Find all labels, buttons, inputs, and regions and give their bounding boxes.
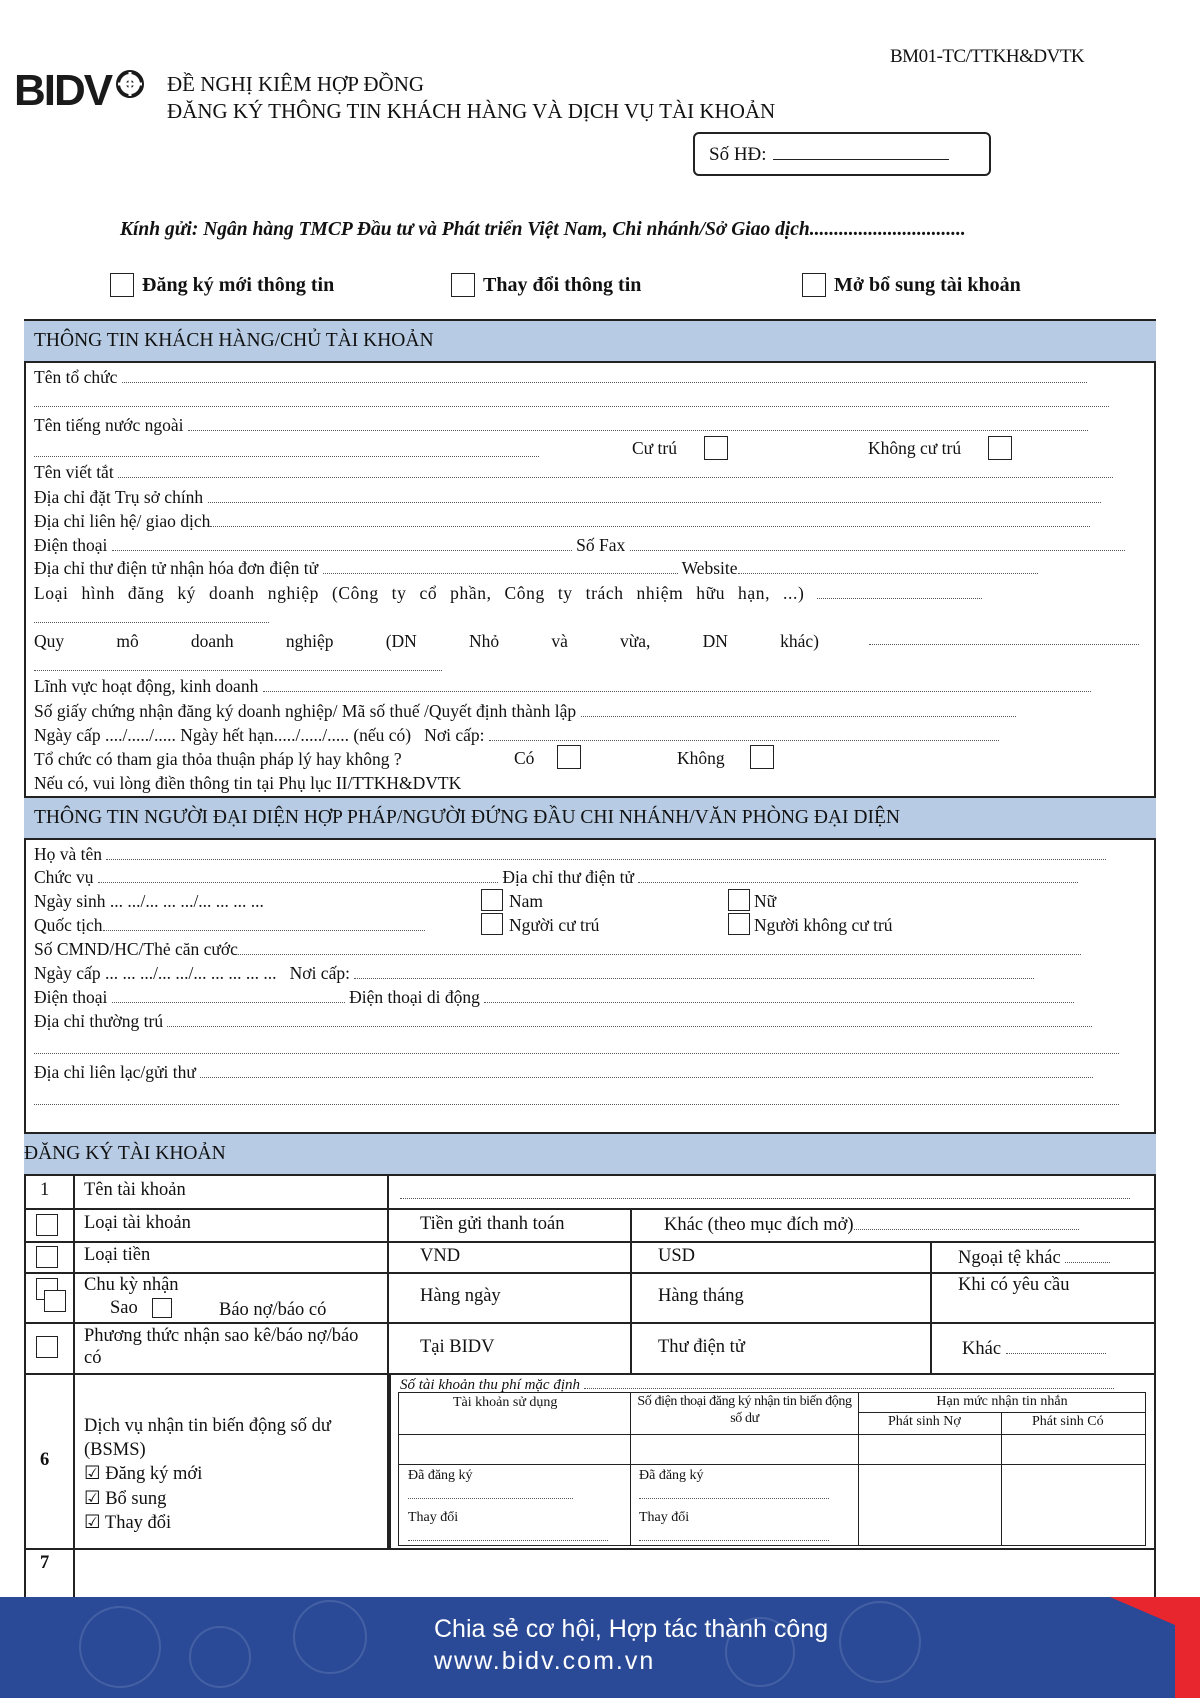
open-extra-label: Mở bổ sung tài khoản: [834, 273, 1021, 296]
rep-position-label: Chức vụ: [34, 867, 94, 887]
customer-heading: THÔNG TIN KHÁCH HÀNG/CHỦ TÀI KHOẢN: [34, 330, 434, 351]
cycle-label: Chu kỳ nhận: [84, 1275, 179, 1295]
rep-id-row[interactable]: [34, 938, 1081, 960]
size-word: (DN: [385, 631, 417, 651]
row-divider: [24, 1272, 1156, 1274]
bsms-table-divider: [398, 1434, 1146, 1435]
size-word: Nhỏ: [468, 631, 500, 651]
contact-address-row[interactable]: [34, 510, 1090, 532]
cycle-checkbox-2[interactable]: [44, 1290, 66, 1312]
rep-dob[interactable]: Ngày sinh ... .../... ... .../... ... ... ...: [34, 891, 264, 911]
rep-permanent-label: Địa chỉ thường trú: [34, 1011, 164, 1031]
phone-registered-field[interactable]: [639, 1484, 829, 1504]
title-line-2: ĐĂNG KÝ THÔNG TIN KHÁCH HÀNG VÀ DỊCH VỤ TÀI KHOẢN: [167, 99, 776, 123]
website-label: Website: [681, 558, 738, 578]
table-col-3-divider: [930, 1241, 932, 1373]
size-word: khác): [780, 631, 819, 651]
daily-option[interactable]: Hàng ngày: [420, 1286, 501, 1306]
col-phone-header: Số điện thoại đăng ký nhận tin biến động số dư: [637, 1394, 852, 1426]
male-checkbox[interactable]: [481, 889, 503, 911]
female-label: Nữ: [754, 891, 777, 911]
size-word: và: [551, 631, 568, 651]
appendix-note: Nếu có, vui lòng điền thông tin tại Phụ lục II/TTKH&DVTK: [34, 773, 462, 793]
business-type-continuation[interactable]: [34, 606, 269, 628]
non-resident-label: Không cư trú: [868, 438, 962, 458]
cert-no-row[interactable]: [34, 700, 1016, 722]
row-7-number: 7: [40, 1553, 50, 1573]
rep-mobile-label: Điện thoại di động: [349, 987, 480, 1007]
row-1-number: 1: [40, 1180, 50, 1200]
business-field-row[interactable]: [34, 675, 1091, 697]
row-divider: [24, 1548, 1156, 1550]
bsms-table-divider: [858, 1392, 859, 1546]
row-divider: [24, 1241, 1156, 1243]
org-name-label: Tên tổ chức: [34, 367, 118, 387]
email-invoice-label: Địa chỉ thư điện tử nhận hóa đơn điện tử: [34, 558, 319, 578]
col-account-header: Tài khoản sử dụng: [453, 1395, 558, 1410]
short-name-row[interactable]: [34, 461, 1113, 483]
bsms-table-divider: [1001, 1412, 1002, 1546]
representative-heading: THÔNG TIN NGƯỜI ĐẠI DIỆN HỢP PHÁP/NGƯỜI ĐỨNG ĐẦU CHI NHÁNH/VĂN PHÒNG ĐẠI DIỆN: [34, 807, 900, 828]
business-type-row[interactable]: [34, 582, 982, 604]
rep-resident-checkbox[interactable]: [481, 913, 503, 935]
account-section-header: [24, 1132, 1156, 1176]
option-change-info[interactable]: [451, 273, 641, 297]
issue-place-label: Nơi cấp:: [424, 725, 485, 745]
issue-date-label: Ngày cấp ..../...../..... Ngày hết hạn...../...../..... (nếu có): [34, 725, 412, 745]
other-currency-row[interactable]: [958, 1247, 1110, 1269]
fee-account-label: Số tài khoản thu phí mặc định: [400, 1377, 580, 1393]
account-name-label: Tên tài khoản: [84, 1180, 186, 1200]
open-extra-checkbox[interactable]: [802, 273, 826, 297]
other-currency-option: Ngoại tệ khác: [958, 1248, 1061, 1268]
currency-checkbox[interactable]: [36, 1246, 58, 1268]
rep-mailing-row[interactable]: [34, 1061, 1093, 1083]
bsms-new-label: Đăng ký mới: [105, 1464, 203, 1484]
phone-change-label: Thay đổi: [639, 1510, 690, 1525]
resident-checkbox[interactable]: [704, 436, 728, 460]
vnd-option[interactable]: VND: [420, 1246, 461, 1266]
rep-phone-row[interactable]: [34, 986, 1074, 1008]
footer-red-accent: [1080, 1597, 1200, 1698]
table-col-2-divider: [630, 1208, 632, 1373]
bsms-divider: [387, 1373, 391, 1548]
footer-slogan: Chia sẻ cơ hội, Hợp tác thành công: [434, 1615, 829, 1643]
title-line-1: ĐỀ NGHỊ KIÊM HỢP ĐỒNG: [167, 72, 425, 96]
rep-nationality-label: Quốc tịch: [34, 915, 103, 935]
other-method-option: Khác: [962, 1339, 1002, 1359]
form-code: BM01-TC/TTKH&DVTK: [890, 46, 1085, 67]
size-word: mô: [116, 631, 139, 651]
legal-yes-checkbox[interactable]: [557, 745, 581, 769]
rep-mailing-continuation[interactable]: [34, 1088, 1119, 1110]
cert-no-label: Số giấy chứng nhận đăng ký doanh nghiệp/ Mã số thuế /Quyết định thành lập: [34, 701, 577, 721]
account-heading: ĐĂNG KÝ TÀI KHOẢN: [24, 1143, 226, 1164]
account-change-label: Thay đổi: [408, 1510, 459, 1525]
col-debit-header: Phát sinh Nợ: [888, 1414, 961, 1429]
size-word: Quy: [34, 631, 65, 651]
change-info-checkbox[interactable]: [451, 273, 475, 297]
head-office-row[interactable]: [34, 486, 1101, 508]
contract-number-field[interactable]: [693, 132, 991, 176]
rep-issue-date-label: Ngày cấp ... ... .../... .../... ... ... ... ...: [34, 963, 277, 983]
rep-id-label: Số CMND/HC/Thẻ căn cước: [34, 939, 238, 959]
business-size-label: [34, 630, 819, 652]
debit-credit-label: Báo nợ/báo có: [219, 1300, 327, 1320]
representative-section-header: [24, 796, 1156, 840]
statement-checkbox[interactable]: [152, 1298, 172, 1318]
bsms-table-divider: [858, 1412, 1146, 1413]
org-name-continuation[interactable]: [34, 390, 1109, 412]
option-new-info[interactable]: [110, 273, 334, 297]
row-divider: [24, 1322, 1156, 1324]
col-credit-header: Phát sinh Có: [1032, 1414, 1104, 1429]
short-name-label: Tên viết tắt: [34, 462, 114, 482]
size-word: vừa,: [620, 631, 651, 651]
business-field-label: Lĩnh vực hoạt động, kinh doanh: [34, 676, 259, 696]
bsms-new-checkbox-icon[interactable]: ☑: [84, 1464, 101, 1484]
business-size-continuation[interactable]: [34, 654, 442, 676]
email-website-row[interactable]: [34, 557, 1038, 579]
contract-number-label: Số HĐ:: [709, 144, 767, 165]
account-name-field[interactable]: [400, 1182, 1130, 1204]
non-resident-checkbox[interactable]: [988, 436, 1012, 460]
bsms-change-checkbox-icon[interactable]: ☑: [84, 1513, 101, 1533]
phone-label: Điện thoại: [34, 535, 108, 555]
rep-email-label: Địa chỉ thư điện tử: [502, 867, 635, 887]
head-office-label: Địa chỉ đặt Trụ sở chính: [34, 487, 204, 507]
bsms-change-row[interactable]: [84, 1512, 171, 1534]
other-method-row[interactable]: [962, 1338, 1106, 1360]
size-word: DN: [702, 631, 728, 651]
yes-label: Có: [514, 748, 535, 768]
org-name-row[interactable]: [34, 366, 1087, 388]
rep-name-label: Họ và tên: [34, 844, 103, 864]
account-change-field[interactable]: [408, 1526, 608, 1546]
female-checkbox[interactable]: [728, 889, 750, 911]
rep-resident-label: Người cư trú: [509, 915, 600, 935]
bsms-add-label: Bổ sung: [105, 1489, 167, 1509]
new-info-checkbox[interactable]: [110, 273, 134, 297]
rep-non-resident-label: Người không cư trú: [754, 915, 893, 935]
account-type-checkbox[interactable]: [36, 1214, 58, 1236]
new-info-label: Đăng ký mới thông tin: [142, 273, 335, 296]
phone-fax-row[interactable]: [34, 534, 1125, 556]
rep-issue-row[interactable]: [34, 962, 1034, 984]
on-request-option[interactable]: Khi có yêu cầu: [958, 1275, 1070, 1295]
rep-mailing-label: Địa chỉ liên lạc/gửi thư: [34, 1062, 196, 1082]
legal-arrangement-row: [34, 748, 402, 770]
change-info-label: Thay đổi thông tin: [483, 273, 642, 296]
addressee: Kính gửi: Ngân hàng TMCP Đầu tư và Phát triển Việt Nam, Chi nhánh/Sở Giao dịch................................: [120, 219, 966, 240]
bsms-add-row[interactable]: [84, 1488, 166, 1510]
issue-date-row[interactable]: [34, 724, 999, 746]
method-checkbox[interactable]: [36, 1336, 58, 1358]
currency-label: Loại tiền: [84, 1245, 151, 1265]
email-option[interactable]: Thư điện tử: [658, 1337, 745, 1357]
bsms-add-checkbox-icon[interactable]: ☑: [84, 1489, 101, 1509]
rep-phone-label: Điện thoại: [34, 987, 108, 1007]
at-bidv-option[interactable]: Tại BIDV: [420, 1337, 495, 1357]
resident-label: Cư trú: [632, 438, 677, 458]
contact-address-label: Địa chỉ liên hệ/ giao dịch: [34, 511, 211, 531]
payment-deposit-option[interactable]: Tiền gửi thanh toán: [420, 1214, 565, 1234]
rep-nationality-row[interactable]: [34, 914, 425, 936]
phone-change-field[interactable]: [639, 1526, 829, 1546]
account-type-label: Loại tài khoản: [84, 1213, 191, 1233]
bsms-table-divider: [398, 1464, 1146, 1465]
size-word: nghiệp: [285, 631, 334, 651]
table-col-label-divider: [387, 1176, 389, 1373]
other-purpose-option: Khác (theo mục đích mở): [664, 1215, 854, 1235]
foreign-name-continuation[interactable]: [34, 440, 539, 462]
phone-registered-label: Đã đăng ký: [639, 1468, 704, 1483]
footer-banner: [0, 1597, 1200, 1698]
foreign-name-row[interactable]: [34, 414, 1088, 436]
male-label: Nam: [509, 891, 544, 911]
business-type-label: Loại hình đăng ký doanh nghiệp (Công ty cổ phần, Công ty trách nhiệm hữu hạn, ...): [34, 583, 805, 603]
row-6-number: 6: [40, 1450, 50, 1470]
option-open-extra[interactable]: [802, 273, 1021, 297]
usd-option[interactable]: USD: [658, 1246, 696, 1266]
logo-flower-icon: [115, 69, 145, 99]
no-label: Không: [677, 748, 725, 768]
customer-section-header: [24, 319, 1156, 363]
bsms-new-row[interactable]: [84, 1463, 202, 1485]
legal-no-checkbox[interactable]: [750, 745, 774, 769]
row-divider: [24, 1208, 1156, 1210]
legal-arrangement-label: Tổ chức có tham gia thỏa thuận pháp lý hay không ?: [34, 749, 402, 769]
rep-permanent-row[interactable]: [34, 1010, 1092, 1032]
bidv-logo: [14, 66, 145, 116]
bsms-label: Dịch vụ nhận tin biến động số dư (BSMS): [84, 1416, 331, 1460]
method-label: Phương thức nhận sao kê/báo nợ/báo có: [84, 1326, 359, 1368]
rep-permanent-continuation[interactable]: [34, 1037, 1119, 1059]
table-col-no-divider: [73, 1176, 75, 1597]
rep-issue-place-label: Nơi cấp:: [289, 963, 350, 983]
logo-text: BIDV: [14, 66, 112, 115]
rep-name-row[interactable]: [34, 843, 1106, 865]
monthly-option[interactable]: Hàng tháng: [658, 1286, 744, 1306]
fax-label: Số Fax: [576, 535, 626, 555]
statement-label: Sao: [110, 1298, 138, 1318]
size-word: doanh: [190, 631, 234, 651]
footer-website[interactable]: www.bidv.com.vn: [434, 1647, 656, 1675]
rep-position-row[interactable]: [34, 866, 1078, 888]
foreign-name-label: Tên tiếng nước ngoài: [34, 415, 184, 435]
rep-non-resident-checkbox[interactable]: [728, 913, 750, 935]
col-limit-header: Hạn mức nhận tin nhắn: [936, 1394, 1068, 1409]
other-purpose-row[interactable]: [664, 1214, 1079, 1236]
bsms-change-label: Thay đổi: [104, 1513, 172, 1533]
business-size-row[interactable]: [34, 630, 1139, 652]
account-registered-label: Đã đăng ký: [408, 1468, 473, 1483]
account-registered-field[interactable]: [408, 1484, 573, 1504]
